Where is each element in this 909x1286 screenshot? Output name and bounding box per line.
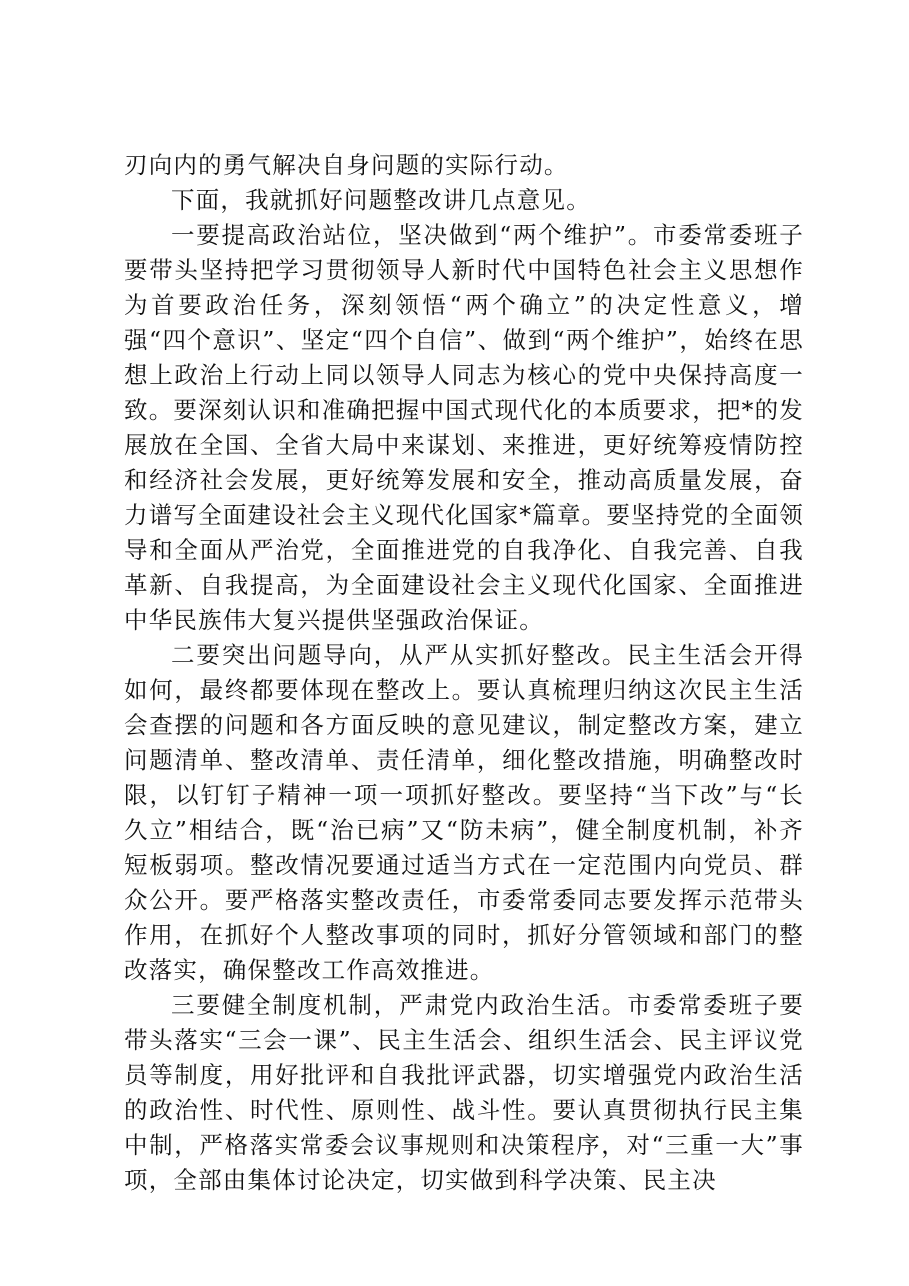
paragraph-point-three: 三要健全制度机制，严肃党内政治生活。市委常委班子要带头落实“三会一课”、民主生活会、组织生活会、民主评议党员等制度，用好批评和自我批评武器，切实增强党内政治生活的政治性、时代性、原则性、战斗性。要认真贯彻执行民主集中制，严格落实常委会议事规则和决策程序，对“三重一大”事项，全部由集体讨论决定，切实做到科学决策、民主决 (124, 991, 804, 1194)
document-body (124, 148, 804, 1198)
paragraph-continuation: 刃向内的勇气解决自身问题的实际行动。 (124, 151, 569, 179)
paragraph-point-one: 一要提高政治站位，坚决做到“两个维护”。市委常委班子要带头坚持把学习贯彻领导人新时代中国特色社会主义思想作为首要政治任务，深刻领悟“两个确立”的决定性意义，增强“四个意识”、坚定“四个自信”、做到“两个维护”，始终在思想上政治上行动上同以领导人同志为核心的党中央保持高度一致。要深刻认识和准确把握中国式现代化的本质要求，把*的发展放在全国、全省大局中来谋划、来推进，更好统筹疫情防控和经济社会发展，更好统筹发展和安全，推动高质量发展，奋力谱写全面建设社会主义现代化国家*篇章。要坚持党的全面领导和全面从严治党，全面推进党的自我净化、自我完善、自我革新、自我提高，为全面建设社会主义现代化国家、全面推进中华民族伟大复兴提供坚强政治保证。 (124, 221, 804, 634)
paragraph-intro: 下面，我就抓好问题整改讲几点意见。 (171, 186, 591, 214)
paragraph-point-two: 二要突出问题导向，从严从实抓好整改。民主生活会开得如何，最终都要体现在整改上。要认真梳理归纳这次民主生活会查摆的问题和各方面反映的意见建议，制定整改方案，建立问题清单、整改清单、责任清单，细化整改措施，明确整改时限，以钉钉子精神一项一项抓好整改。要坚持“当下改”与“长久立”相结合，既“治已病”又“防未病”，健全制度机制，补齐短板弱项。整改情况要通过适当方式在一定范围内向党员、群众公开。要严格落实整改责任，市委常委同志要发挥示范带头作用，在抓好个人整改事项的同时，抓好分管领域和部门的整改落实，确保整改工作高效推进。 (124, 641, 804, 984)
